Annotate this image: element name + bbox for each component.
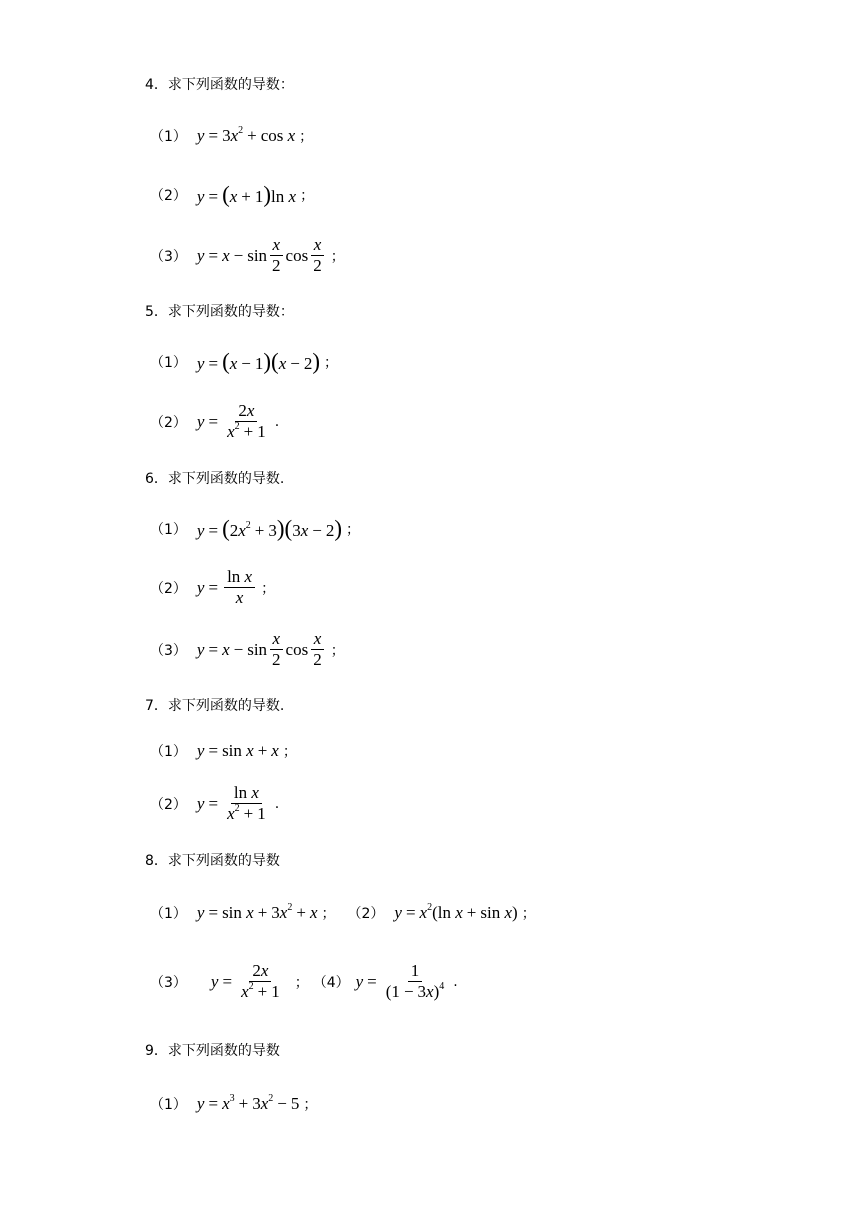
problem-5-part-1: （1） y = (x − 1)(x − 2) ； <box>150 349 339 374</box>
formula: y = (x − 1)(x − 2) <box>196 349 321 374</box>
problem-6-part-1: （1） $y = (2x^2 + 3)(3x - 2)$ ； <box>150 516 361 541</box>
formula: $y = x^2(\ln$ x + sin x) <box>394 902 518 922</box>
formula: $y = 3x^2 + \cos x$ <box>196 125 296 145</box>
problem-9-title: 9．求下列函数的导数 <box>145 1043 280 1059</box>
problem-7-part-1: （1） y = sin x + x ； <box>150 741 297 760</box>
formula: $y = \sin x + 3x^2 + x$ <box>196 902 318 922</box>
problem-8-row-2: （3） y = $\frac{2x}{x^2 + 1}$ ； （4） y = $\frac{1}{(1 - 3x)^4}$ . <box>150 961 458 1001</box>
problem-4-part-3: （3） y = x − sin $\frac{x}{2}$ cos $\frac{x}{2}$ ； <box>150 235 345 275</box>
formula: y = $\frac{\text{ln x}}{x^2 + 1}$ <box>196 783 266 823</box>
problem-5-title: 5．求下列函数的导数： <box>145 304 294 320</box>
formula: y = $\frac{\text{ln x}}{x}$ <box>197 568 257 607</box>
formula: y = $\frac{1}{(1 - 3x)^4}$ <box>355 961 445 1001</box>
formula: y = (x + 1)ln x <box>196 182 297 207</box>
problem-4-part-2: （2） y = (x + 1)ln x ； <box>150 182 315 207</box>
problem-5-part-2: （2） y = $\frac{2x}{x^2 + 1}$ . <box>150 401 280 441</box>
problem-8-row-1: （1） $y = \sin x + 3x^2 + x$ ； （2） $y = x^2(\ln$ x + sin x) ； <box>150 902 536 922</box>
problem-9-part-1: （1） $y = x^3 + 3x^2 - 5$ ； <box>150 1093 318 1113</box>
problem-6-part-2: （2） y = $\frac{\text{ln x}}{x}$ ； <box>150 567 276 607</box>
problem-7-title: 7．求下列函数的导数. <box>145 698 285 714</box>
problem-6-title: 6．求下列函数的导数. <box>145 471 285 487</box>
problem-8-title: 8．求下列函数的导数 <box>145 853 280 869</box>
problem-4-title: 4．求下列函数的导数： <box>145 77 294 93</box>
formula: y = sin x + x <box>196 741 279 760</box>
formula: $y = (2x^2 + 3)(3x - 2)$ <box>196 516 343 541</box>
problem-4-part-1: （1） $y = 3x^2 + \cos x$ ； <box>150 125 314 145</box>
formula: y = $\frac{2x}{x^2 + 1}$ <box>210 961 280 1001</box>
formula: $y = x^3 + 3x^2 - 5$ <box>196 1093 300 1113</box>
formula: y = x − sin $\frac{x}{2}$ cos $\frac{x}{2}$ <box>197 236 327 275</box>
formula: y = x − sin $\frac{x}{2}$ cos $\frac{x}{2}$ <box>197 630 327 669</box>
formula: y = $\frac{2x}{x^2 + 1}$ <box>196 401 266 441</box>
problem-6-part-3: （3） y = x − sin $\frac{x}{2}$ cos $\frac{x}{2}$ ； <box>150 629 345 669</box>
problem-7-part-2: （2） y = $\frac{\text{ln x}}{x^2 + 1}$ . <box>150 783 280 823</box>
